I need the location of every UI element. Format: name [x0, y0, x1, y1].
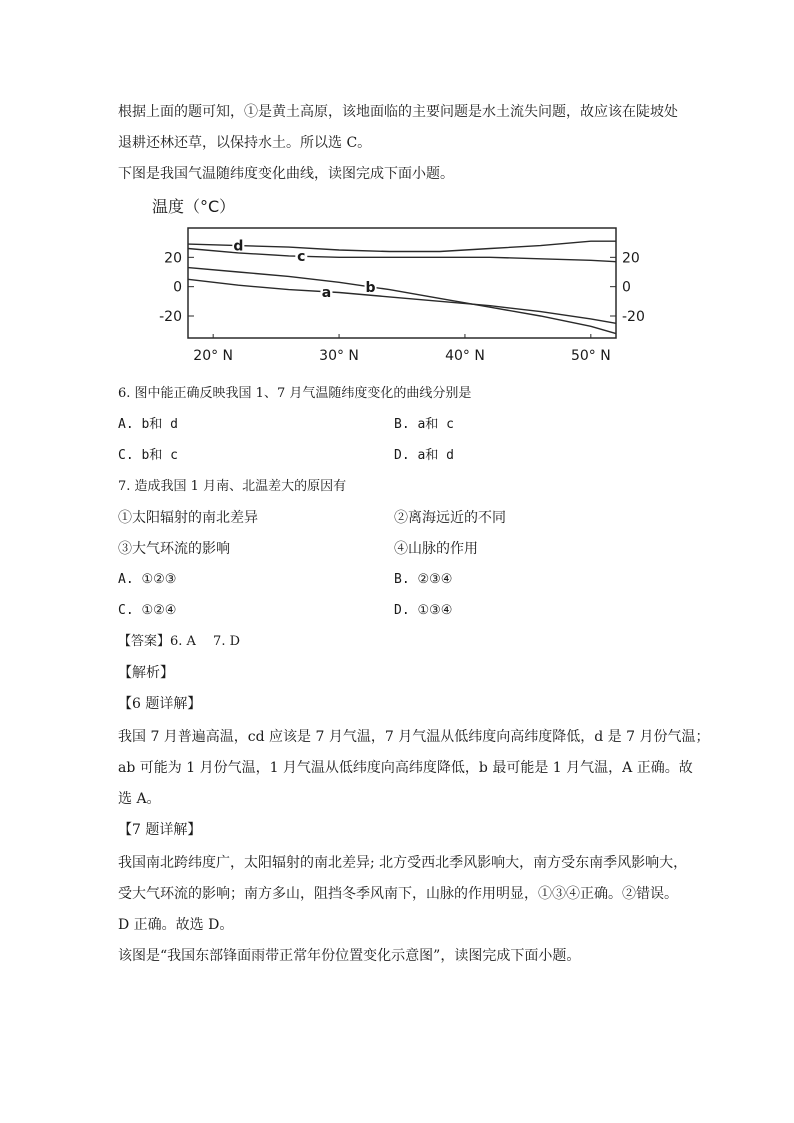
- series-label-c: c: [297, 249, 306, 266]
- y-tick-label-left: 0: [173, 279, 182, 296]
- q7-option-c: C. ①②④: [118, 603, 177, 618]
- x-tick-label: 40° N: [445, 348, 485, 364]
- q7-item-1: ①太阳辐射的南北差异: [118, 510, 258, 526]
- y-tick-label-right: 20: [622, 250, 640, 267]
- q6-option-a: A. b和 d: [118, 417, 178, 432]
- x-tick-label: 30° N: [319, 348, 359, 364]
- analysis-title: 【解析】: [118, 665, 174, 681]
- intro-line-1: 根据上面的题可知，①是黄土高原，该地面临的主要问题是水土流失问题，故应该在陡坡处: [118, 104, 678, 120]
- detail7-line-3: D 正确。故选 D。: [118, 917, 234, 933]
- chart-title: 温度（°C）: [152, 197, 236, 216]
- q7-option-d: D. ①③④: [394, 603, 453, 618]
- q6-stem: 6. 图中能正确反映我国 1、7 月气温随纬度变化的曲线分别是: [118, 386, 472, 401]
- q7-item-2: ②离海远近的不同: [394, 510, 506, 526]
- series-line-b: [188, 268, 616, 334]
- q6-option-b: B. a和 c: [394, 417, 454, 432]
- y-tick-label-right: 0: [622, 279, 631, 296]
- detail6-title: 【6 题详解】: [118, 696, 202, 712]
- detail6-line-1: 我国 7 月普遍高温，cd 应该是 7 月气温，7 月气温从低纬度向高纬度降低，d 是 7 月份气温；: [118, 729, 710, 745]
- y-tick-label-left: -20: [159, 309, 182, 325]
- detail7-line-1: 我国南北跨纬度广，太阳辐射的南北差异; 北方受西北季风影响大，南方受东南季风影响大，: [118, 855, 688, 871]
- q7-item-4: ④山脉的作用: [394, 541, 478, 557]
- x-tick-label: 50° N: [570, 348, 611, 364]
- q7-item-3: ③大气环流的影响: [118, 541, 230, 557]
- series-line-a: [188, 279, 616, 323]
- detail6-line-2: ab 可能为 1 月份气温，1 月气温从低纬度向高纬度降低，b 最可能是 1 月气温，A 正确。故: [118, 760, 693, 776]
- y-tick-label-right: -20: [622, 309, 645, 325]
- detail6-line-3: 选 A。: [118, 791, 161, 807]
- q7-option-b: B. ②③④: [394, 572, 453, 587]
- q7-option-a: A. ①②③: [118, 572, 177, 587]
- series-line-c: [188, 249, 616, 262]
- temperature-latitude-chart: [148, 192, 645, 372]
- detail7-title: 【7 题详解】: [118, 822, 202, 838]
- q7-stem: 7. 造成我国 1 月南、北温差大的原因有: [118, 479, 347, 494]
- answer: 【答案】6. A 7. D: [118, 634, 241, 649]
- q6-option-c: C. b和 c: [118, 448, 178, 463]
- series-label-a: a: [321, 284, 332, 301]
- x-tick-label: 20° N: [193, 348, 234, 364]
- y-tick-label-left: 20: [164, 250, 182, 267]
- detail7-line-2: 受大气环流的影响；南方多山，阻挡冬季风南下，山脉的作用明显，①③④正确。②错误。: [118, 886, 678, 902]
- intro-line-3: 下图是我国气温随纬度变化曲线，读图完成下面小题。: [118, 166, 454, 182]
- series-line-d: [188, 241, 616, 251]
- outro: 该图是“我国东部锋面雨带正常年份位置变化示意图”，读图完成下面小题。: [118, 948, 581, 964]
- intro-line-2: 退耕还林还草，以保持水土。所以选 C。: [118, 135, 372, 151]
- series-label-d: d: [233, 238, 244, 255]
- series-label-b: b: [365, 279, 376, 296]
- q6-option-d: D. a和 d: [394, 448, 454, 463]
